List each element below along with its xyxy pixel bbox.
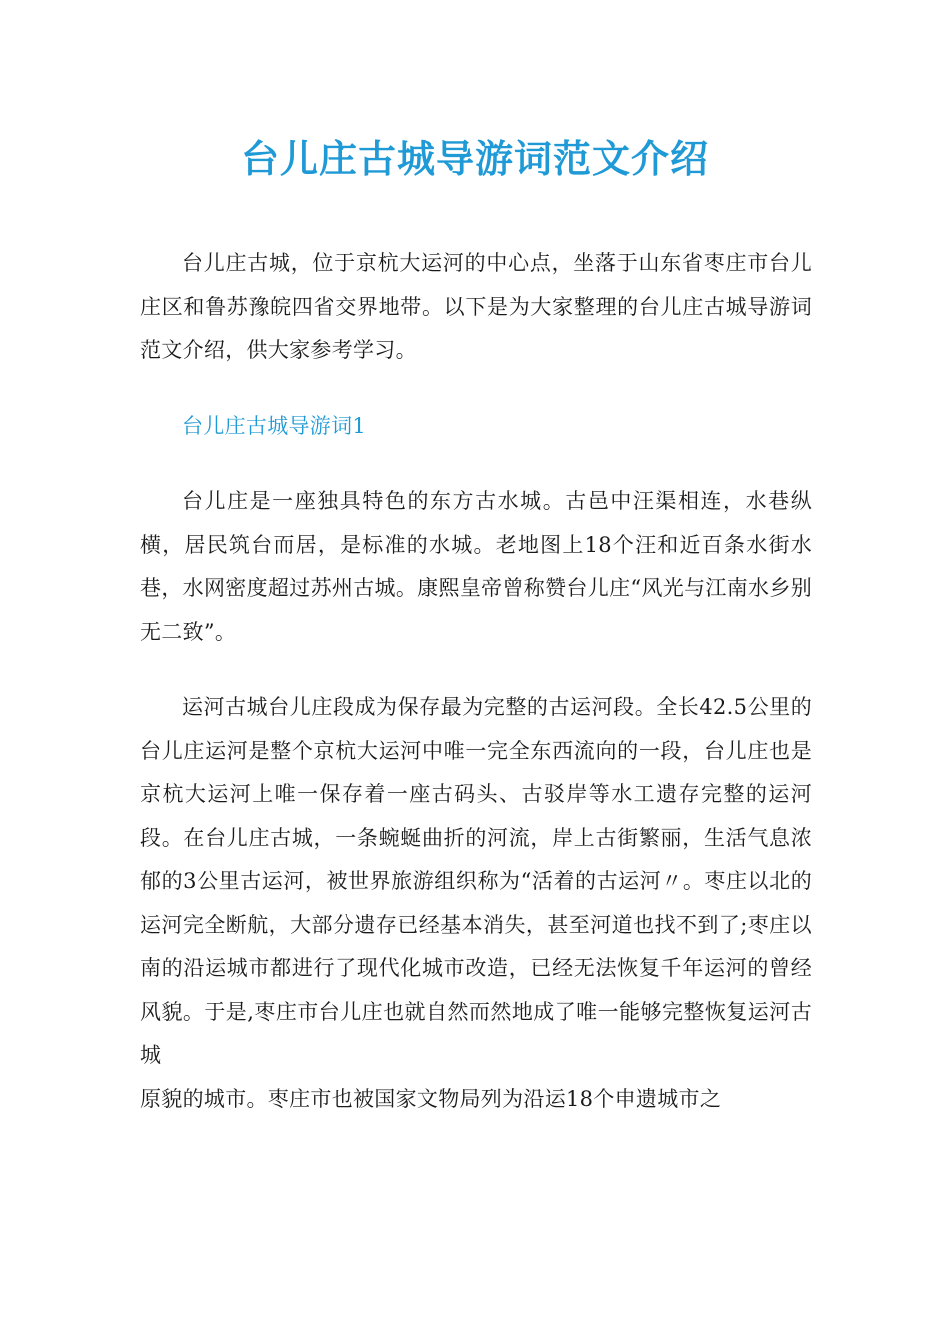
document-title: 台儿庄古城导游词范文介绍	[240, 137, 709, 182]
intro-paragraph: 台儿庄古城，位于京杭大运河的中心点，坐落于山东省枣庄市台儿庄区和鲁苏豫皖四省交界地带。以下是为大家整理的台儿庄古城导游词范文介绍，供大家参考学习。	[140, 251, 812, 362]
document-body	[140, 242, 812, 1121]
paragraph-continuation: 原貌的城市。枣庄市也被国家文物局列为沿运18个申遗城市之	[140, 1086, 722, 1111]
section-heading: 台儿庄古城导游词1	[182, 413, 367, 438]
paragraph-canal: 运河古城台儿庄段成为保存最为完整的古运河段。全长42.5公里的台儿庄运河是整个京杭大运河中唯一完全东西流向的一段，台儿庄也是京杭大运河上唯一保存着一座古码头、古驳岸等水工遗存完整的运河段。在台儿庄古城，一条蜿蜒曲折的河流，岸上古街繁丽，生活气息浓郁的3公里古运河，被世界旅游组织称为“活着的古运河〃。枣庄以北的运河完全断航，大部分遗存已经基本消失，甚至河道也找不到了;枣庄以南的沿运城市都进行了现代化城市改造，已经无法恢复千年运河的曾经风貌。于是,枣庄市台儿庄也就自然而然地成了唯一能够完整恢复运河古城	[140, 695, 812, 1067]
paragraph-water-town: 台儿庄是一座独具特色的东方古水城。古邑中汪渠相连，水巷纵横，居民筑台而居，是标准的水城。老地图上18个汪和近百条水街水巷，水网密度超过苏州古城。康熙皇帝曾称赞台儿庄“风光与江南水乡别无二致”。	[140, 489, 812, 644]
